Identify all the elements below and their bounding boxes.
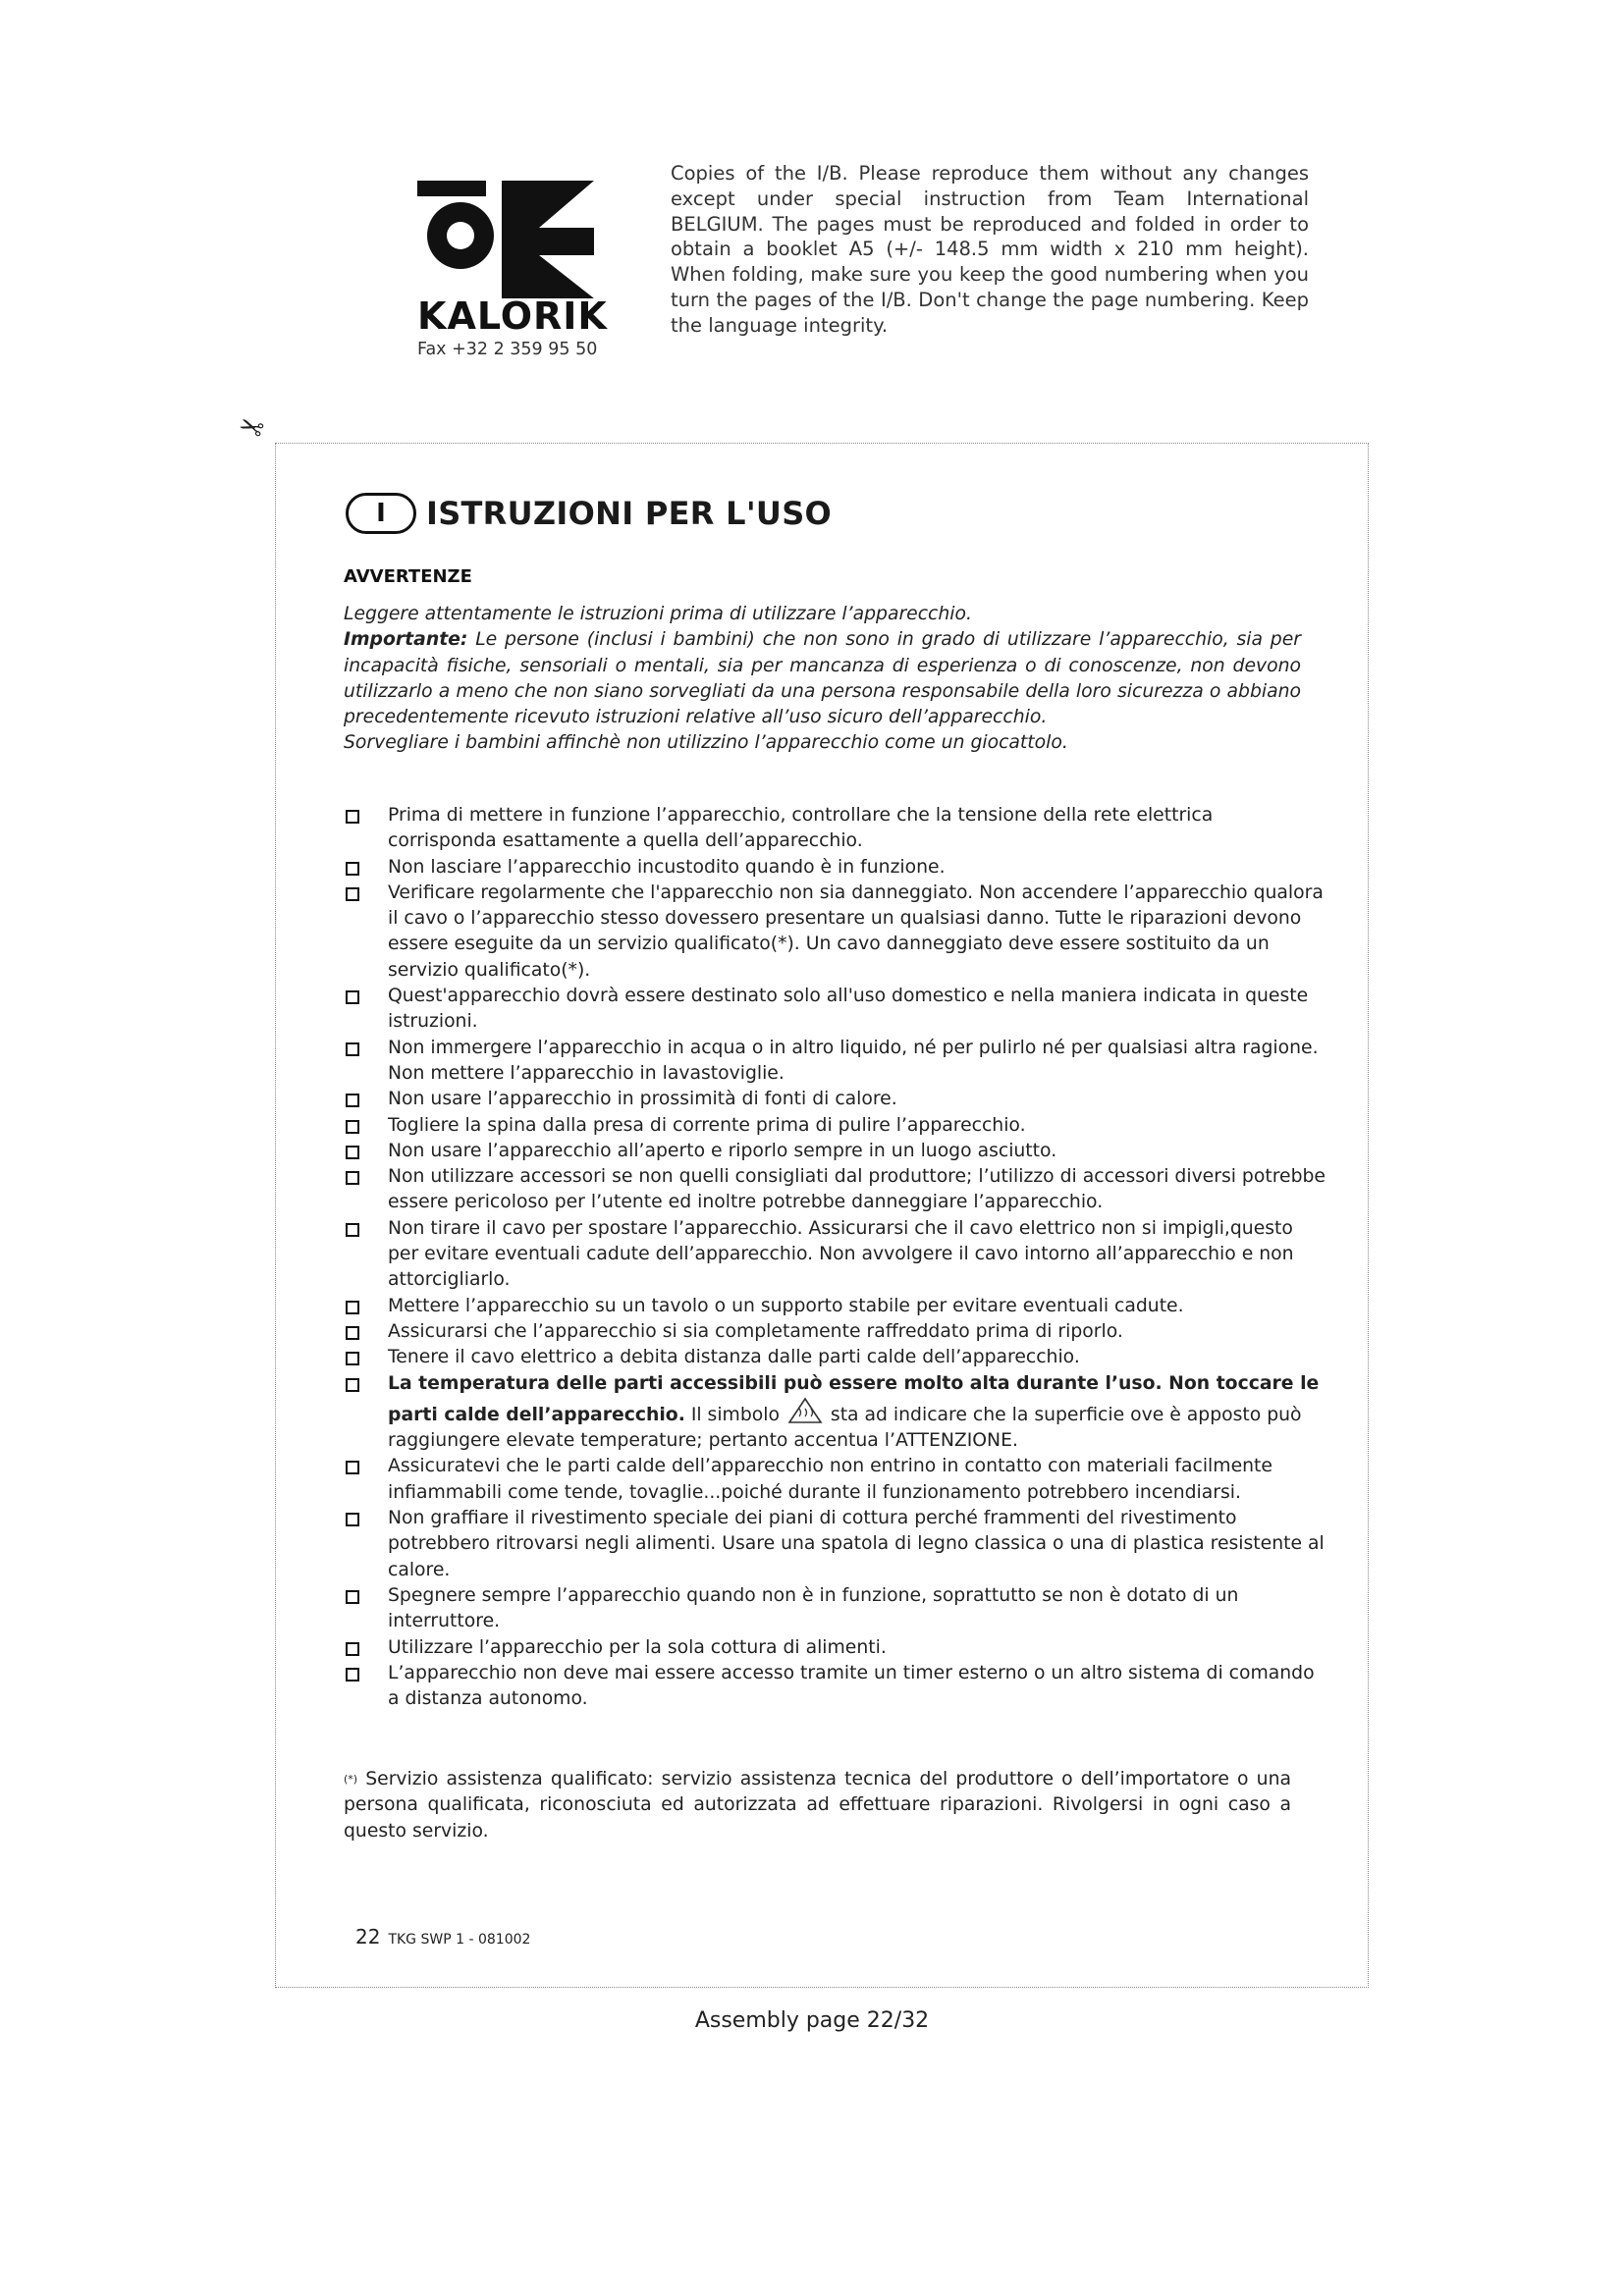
warning-intro: Leggere attentamente le istruzioni prima di utilizzare l’apparecchio.: [344, 604, 972, 624]
list-item: Utilizzare l’apparecchio per la sola cottura di alimenti.: [344, 1635, 1326, 1661]
section-heading: AVVERTENZE: [344, 566, 472, 587]
page-title-row: [346, 493, 832, 534]
assembly-page-label: Assembly page 22/32: [694, 2008, 930, 2033]
symbol-text-after: sta ad indicare che la superficie ove è apposto può raggiungere elevate temperature; pertanto accentua l’ATTENZIONE.: [388, 1404, 1302, 1452]
kalorik-logo: [417, 181, 608, 359]
supervise-text: Sorvegliare i bambini affinchè non utilizzino l’apparecchio come un giocattolo.: [344, 732, 1068, 754]
page-title: ISTRUZIONI PER L'USO: [426, 495, 833, 532]
footnote-text: Servizio assistenza qualificato: servizio assistenza tecnica del produttore o dell’importatore o una persona qualificata, riconosciuta ed autorizzata ad effettuare riparazioni. Rivolgersi in ogni caso a questo servizio.: [344, 1769, 1291, 1842]
document-code: TKG SWP 1 - 081002: [388, 1932, 531, 1948]
print-instructions: Copies of the I/B. Please reproduce them without any changes except under special instruction from Team International BELGIUM. The pages must be reproduced and folded in order to obtain a booklet A5 (+/- 148.5 mm width x 210 mm height). When folding, make sure you keep the good numbering when you turn the pages of the I/B. Don't change the page numbering. Keep the language integrity.: [671, 162, 1309, 337]
important-text: Le persone (inclusi i bambini) che non sono in grado di utilizzare l’apparecchio, sia per incapacità fisiche, sensoriali o mentali, sia per mancanza di esperienza o di conoscenze, non devono utilizzarlo a meno che non siano sorvegliati da una persona responsabile della loro sicurezza o abbiano precedentemente ricevuto istruzioni relative all’uso sicuro dell’apparecchio.: [344, 629, 1301, 728]
list-item: Prima di mettere in funzione l’apparecchio, controllare che la tensione della rete elettrica corrisponda esattamente a quella dell’apparecchio.: [344, 803, 1326, 855]
list-item: Non usare l’apparecchio in prossimità di fonti di calore.: [344, 1087, 1326, 1112]
list-item-hot-surface: [344, 1371, 1326, 1455]
logo-wordmark: KALORIK: [417, 294, 608, 338]
warning-intro-block: [344, 602, 1301, 757]
list-item: Verificare regolarmente che l'apparecchio non sia danneggiato. Non accendere l’apparecchio qualora il cavo o l’apparecchio stesso dovessero presentare un qualsiasi danno. Tutte le riparazioni devono essere eseguite da un servizio qualificato(*). Un cavo danneggiato deve essere sostituito da un servizio qualificato(*).: [344, 881, 1326, 984]
list-item: L’apparecchio non deve mai essere accesso tramite un timer esterno o un altro sistema di comando a distanza autonomo.: [344, 1661, 1326, 1713]
list-item: Assicurarsi che l’apparecchio si sia completamente raffreddato prima di riporlo.: [344, 1319, 1326, 1345]
important-label: Importante:: [344, 629, 468, 651]
page-footer: [355, 1925, 530, 1949]
hot-surface-warning: La temperatura delle parti accessibili può essere molto alta durante l’uso. Non toccare le parti calde dell’apparecchio.: [388, 1372, 1320, 1425]
list-item: Non utilizzare accessori se non quelli consigliati dal produttore; l’utilizzo di accessori diversi potrebbe essere pericoloso per l’utente ed inoltre potrebbe danneggiare l’apparecchio.: [344, 1164, 1326, 1216]
list-item: Spegnere sempre l’apparecchio quando non è in funzione, soprattutto se non è dotato di un interruttore.: [344, 1583, 1326, 1635]
list-item: Non graffiare il rivestimento speciale dei piani di cottura perché frammenti del rivestimento potrebbero ritrovarsi negli alimenti. Usare una spatola di legno classica o una di plastica resistente al calore.: [344, 1506, 1326, 1583]
important-paragraph: [344, 627, 1301, 730]
scissors-icon: ✂: [234, 404, 270, 447]
list-item: Quest'apparecchio dovrà essere destinato solo all'uso domestico e nella maniera indicata in queste istruzioni.: [344, 984, 1326, 1036]
page-number: 22: [355, 1925, 381, 1949]
kalorik-logo-icon: [417, 181, 594, 298]
fax-number: Fax +32 2 359 95 50: [417, 340, 598, 359]
list-item: Non immergere l’apparecchio in acqua o in altro liquido, né per pulirlo né per qualsiasi altra ragione. Non mettere l’apparecchio in lavastoviglie.: [344, 1036, 1326, 1088]
symbol-text-before: Il simbolo: [684, 1404, 785, 1425]
language-badge: I: [346, 493, 416, 534]
list-item: Tenere il cavo elettrico a debita distanza dalle parti calde dell’apparecchio.: [344, 1345, 1326, 1370]
list-item: Non tirare il cavo per spostare l’apparecchio. Assicurarsi che il cavo elettrico non si impigli,questo per evitare eventuali cadute dell’apparecchio. Non avvolgere il cavo intorno all’apparecchio e non attorcigliarlo.: [344, 1216, 1326, 1294]
list-item: Non usare l’apparecchio all’aperto e riporlo sempre in un luogo asciutto.: [344, 1139, 1326, 1164]
list-item: Non lasciare l’apparecchio incustodito quando è in funzione.: [344, 855, 1326, 881]
list-item: Togliere la spina dalla presa di corrente prima di pulire l’apparecchio.: [344, 1113, 1326, 1139]
footnote: [344, 1767, 1291, 1844]
footnote-mark: (*): [344, 1773, 358, 1786]
safety-list: [344, 803, 1326, 1712]
hot-surface-warning-icon: [787, 1397, 823, 1424]
list-item: Assicuratevi che le parti calde dell’apparecchio non entrino in contatto con materiali facilmente infiammabili come tende, tovaglie...poiché durante il funzionamento potrebbero incendiarsi.: [344, 1454, 1326, 1506]
list-item: Mettere l’apparecchio su un tavolo o un supporto stabile per evitare eventuali cadute.: [344, 1294, 1326, 1319]
